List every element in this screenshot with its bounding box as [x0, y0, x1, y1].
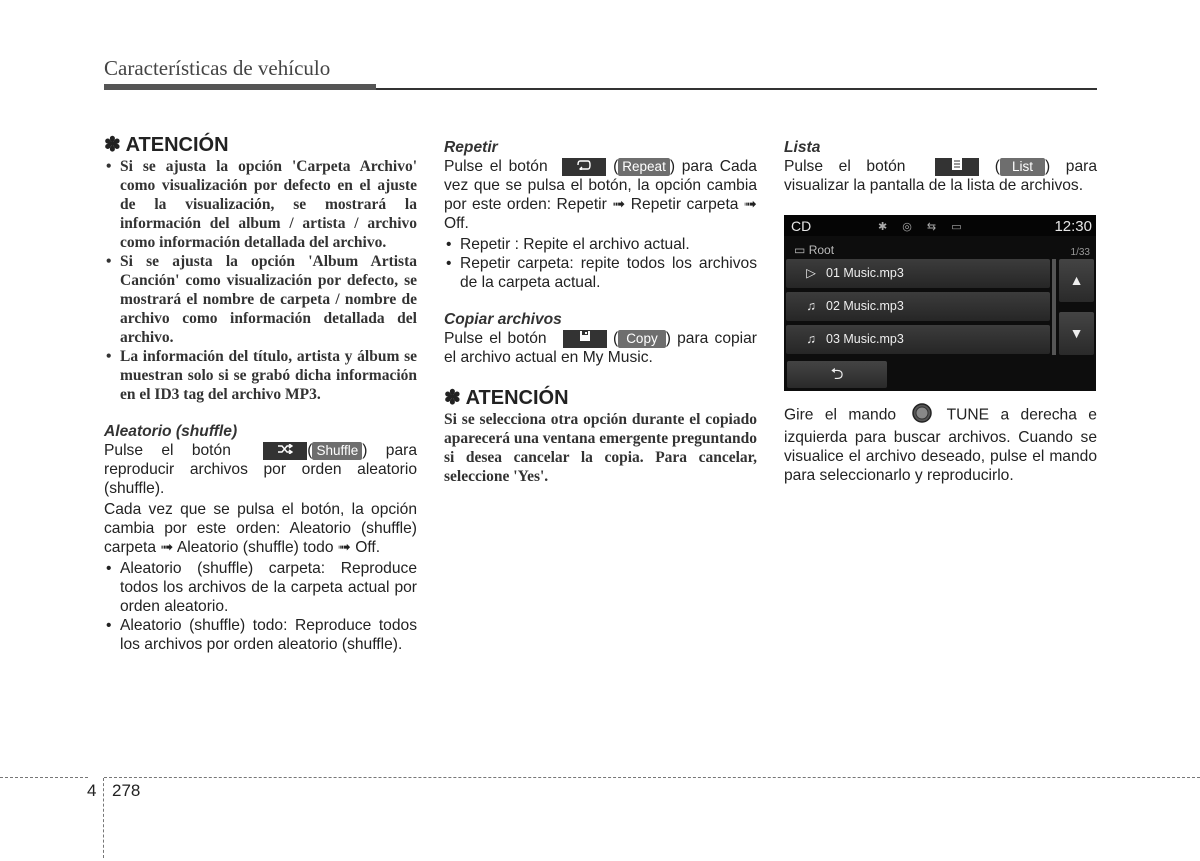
folder-row — [794, 241, 834, 260]
atencion-list — [104, 157, 417, 404]
atencion-copy-text: Si se selecciona otra opción durante el copiado aparecerá una ventana emergente preguntando si desea cancelar la copia. Para cancelar, seleccione 'Yes'. — [444, 411, 757, 485]
track-row[interactable] — [786, 292, 1050, 321]
tune-text-b: TUNE a derecha e izquierda para buscar archivos. Cuando se visualice el archivo deseado, pulse el mando para seleccionarlo y reproducirlo. — [784, 406, 1097, 484]
shuffle-item: • Aleatorio (shuffle) todo: Reproduce todos los archivos por orden aleatorio (shuffle). — [104, 616, 417, 654]
play-icon: ▷ — [806, 266, 816, 280]
column-middle — [444, 136, 757, 486]
atencion-heading-2: ✽ ATENCIÓN — [444, 387, 569, 409]
scroll-up-icon[interactable]: ▲ — [1059, 259, 1094, 302]
copy-text-a: Pulse el botón — [444, 330, 547, 347]
tune-text-a: Gire el mando — [784, 406, 897, 424]
list-heading: Lista — [784, 139, 821, 156]
file-count: 1/33 — [1070, 247, 1090, 258]
save-icon — [563, 330, 607, 348]
shuffle-order-paragraph: Cada vez que se pulsa el botón, la opción cambia por este orden: Aleatorio (shuffle) carpeta ➟ Aleatorio (shuffle) todo ➟ Off. — [104, 501, 417, 556]
page-number: 278 — [112, 781, 141, 800]
repeat-text-b: para Cada vez que se pulsa el botón, la opción cambia por este orden: Repetir ➟ Repetir carpeta ➟ Off. — [444, 158, 757, 232]
shuffle-text-a: Pulse el botón — [104, 442, 231, 459]
copy-paragraph: Pulse el botón ( Copy ) para copiar el archivo actual en My Music. — [444, 330, 757, 366]
atencion-heading: ✽ ATENCIÓN — [104, 134, 229, 156]
track-row[interactable] — [786, 325, 1050, 354]
footer-rule-right — [104, 777, 1200, 778]
back-icon[interactable]: ⮌ — [787, 361, 887, 388]
repeat-item: • Repetir : Repite el archivo actual. — [444, 235, 757, 254]
tune-knob-icon — [912, 403, 932, 428]
shuffle-button-label: Shuffle — [312, 442, 362, 460]
scrollbar[interactable] — [1052, 259, 1056, 355]
shuffle-list — [104, 559, 417, 654]
repeat-paragraph: Pulse el botón ( Repeat ) para Cada vez que se pulsa el botón, la opción cambia por este orden: Repetir ➟ Repetir carpeta ➟ Off. — [444, 158, 757, 232]
column-right — [784, 136, 1097, 485]
shuffle-heading: Aleatorio (shuffle) — [104, 423, 238, 440]
repeat-heading: Repetir — [444, 139, 498, 156]
repeat-icon — [562, 158, 606, 176]
folder-icon: ▭ — [794, 243, 806, 257]
header-rule-thin — [376, 88, 1097, 90]
atencion-item: • Si se ajusta la opción 'Album Artista Canción' como visualización por defecto, se mostrará el nombre de carpeta / nombre de archivo como información detallada del archivo. — [104, 252, 417, 347]
list-text-b: para visualizar la pantalla de la lista de archivos. — [784, 158, 1098, 194]
file-list-screen — [784, 215, 1096, 391]
repeat-button-label: Repeat — [618, 158, 670, 176]
track-name: 01 Music.mp3 — [826, 266, 904, 280]
list-button-label: List — [1000, 158, 1045, 176]
list-text-a: Pulse el botón — [784, 158, 906, 175]
shuffle-item: • Aleatorio (shuffle) carpeta: Reproduce todos los archivos de la carpeta actual por orden aleatorio. — [104, 559, 417, 616]
source-label: CD — [791, 218, 812, 234]
atencion-item: • La información del título, artista y álbum se muestran solo si se grabó dicha información en el ID3 tag del archivo MP3. — [104, 347, 417, 404]
list-paragraph: Pulse el botón ( List ) para visualizar la pantalla de la lista de archivos. — [784, 158, 1098, 194]
page-header-title: Características de vehículo — [104, 56, 331, 80]
music-note-icon: ♫ — [806, 299, 816, 313]
repeat-item: • Repetir carpeta: repite todos los archivos de la carpeta actual. — [444, 254, 757, 292]
bluetooth-icon: ✱ ◎ ⇆ ▭ — [878, 221, 968, 233]
track-row[interactable] — [786, 259, 1050, 288]
folder-label: Root — [808, 243, 835, 257]
column-left — [104, 136, 417, 654]
repeat-list — [444, 235, 757, 292]
track-name: 03 Music.mp3 — [826, 332, 904, 346]
music-note-icon: ♫ — [806, 332, 816, 346]
tune-paragraph — [784, 403, 1097, 485]
scroll-down-icon[interactable]: ▼ — [1059, 312, 1094, 355]
copy-text-b: para copiar el archivo actual en My Music. — [444, 330, 757, 366]
atencion-item: • Si se ajusta la opción 'Carpeta Archivo' como visualización por defecto en el ajuste de la visualización, se mostrará la información del album / artista / archivo como información detallada del archivo. — [104, 157, 417, 252]
shuffle-text-b: para reproducir archivos por orden aleatorio (shuffle). — [104, 442, 417, 497]
list-icon — [935, 158, 979, 176]
shuffle-icon — [263, 442, 307, 460]
header-rule-thick — [104, 84, 376, 90]
clock: 12:30 — [1054, 218, 1092, 235]
footer-rule-left — [0, 777, 88, 778]
chapter-number: 4 — [87, 781, 97, 800]
track-name: 02 Music.mp3 — [826, 299, 904, 313]
copy-button-label: Copy — [618, 330, 666, 348]
copy-heading: Copiar archivos — [444, 311, 562, 328]
shuffle-paragraph: Pulse el botón ( Shuffle ) para reproducir archivos por orden aleatorio (shuffle). — [104, 442, 417, 497]
repeat-text-a: Pulse el botón — [444, 158, 548, 175]
footer-vertical-rule — [103, 778, 104, 858]
